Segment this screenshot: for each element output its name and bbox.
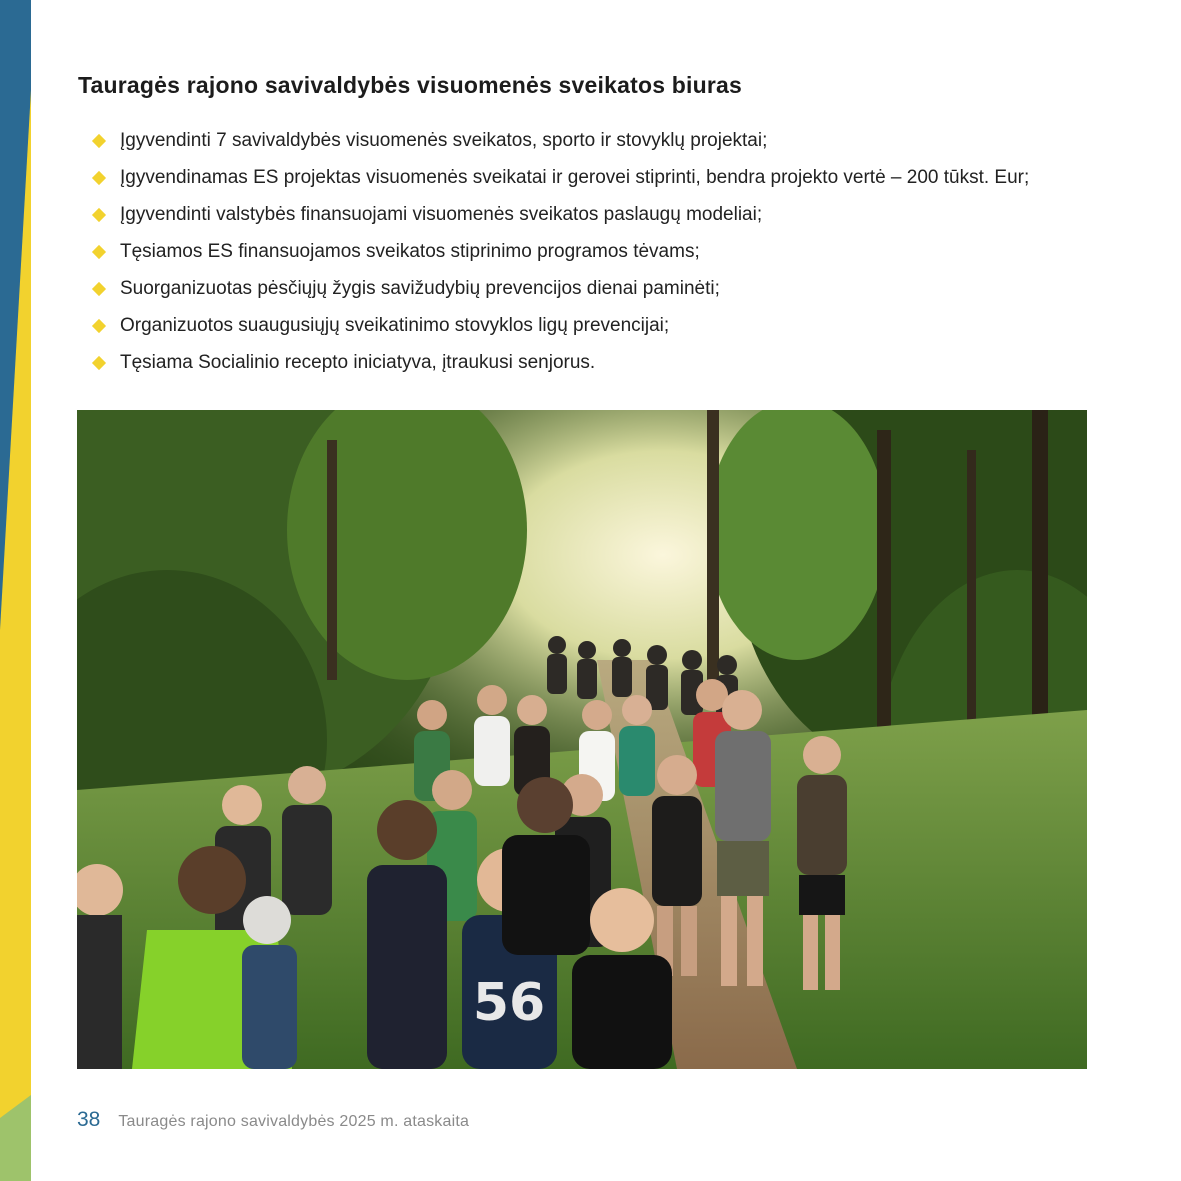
footer-title: Tauragės rajono savivaldybės 2025 m. ataskaita xyxy=(118,1113,470,1130)
list-item-text: Organizuotos suaugusiųjų sveikatinimo stovyklos ligų prevencijai; xyxy=(120,314,670,336)
list-item-text: Įgyvendinti valstybės finansuojami visuomenės sveikatos paslaugų modeliai; xyxy=(120,203,763,225)
page-number: 38 xyxy=(77,1108,101,1131)
list-item-text: Įgyvendinti 7 savivaldybės visuomenės sveikatos, sporto ir stovyklų projektai; xyxy=(120,129,768,151)
shirt-print: 56 xyxy=(472,973,546,1033)
side-color-stripe xyxy=(0,0,31,1181)
list-item xyxy=(90,233,1029,270)
bullet-diamond-icon xyxy=(92,207,106,221)
list-item-text: Tęsiama Socialinio recepto iniciatyva, įtraukusi senjorus. xyxy=(120,351,596,373)
list-item-text: Tęsiamos ES finansuojamos sveikatos stiprinimo programos tėvams; xyxy=(120,240,700,262)
bullet-diamond-icon xyxy=(92,244,106,258)
list-item xyxy=(90,344,1029,381)
bullet-diamond-icon xyxy=(92,133,106,147)
forest-walk-photo xyxy=(77,410,1087,1069)
list-item xyxy=(90,270,1029,307)
list-item xyxy=(90,196,1029,233)
list-item-text: Įgyvendinamas ES projektas visuomenės sveikatai ir gerovei stiprinti, bendra projekto vertė – 200 tūkst. Eur; xyxy=(120,166,1030,188)
list-item-text: Suorganizuotas pėsčiųjų žygis savižudybių prevencijos dienai paminėti; xyxy=(120,277,720,299)
bullet-diamond-icon xyxy=(92,281,106,295)
page-footer xyxy=(77,1108,469,1132)
list-item xyxy=(90,307,1029,344)
list-item xyxy=(90,159,1029,196)
bullet-list xyxy=(90,122,1029,381)
page-heading: Tauragės rajono savivaldybės visuomenės sveikatos biuras xyxy=(78,72,743,98)
bullet-diamond-icon xyxy=(92,170,106,184)
list-item xyxy=(90,122,1029,159)
bullet-diamond-icon xyxy=(92,355,106,369)
bullet-diamond-icon xyxy=(92,318,106,332)
